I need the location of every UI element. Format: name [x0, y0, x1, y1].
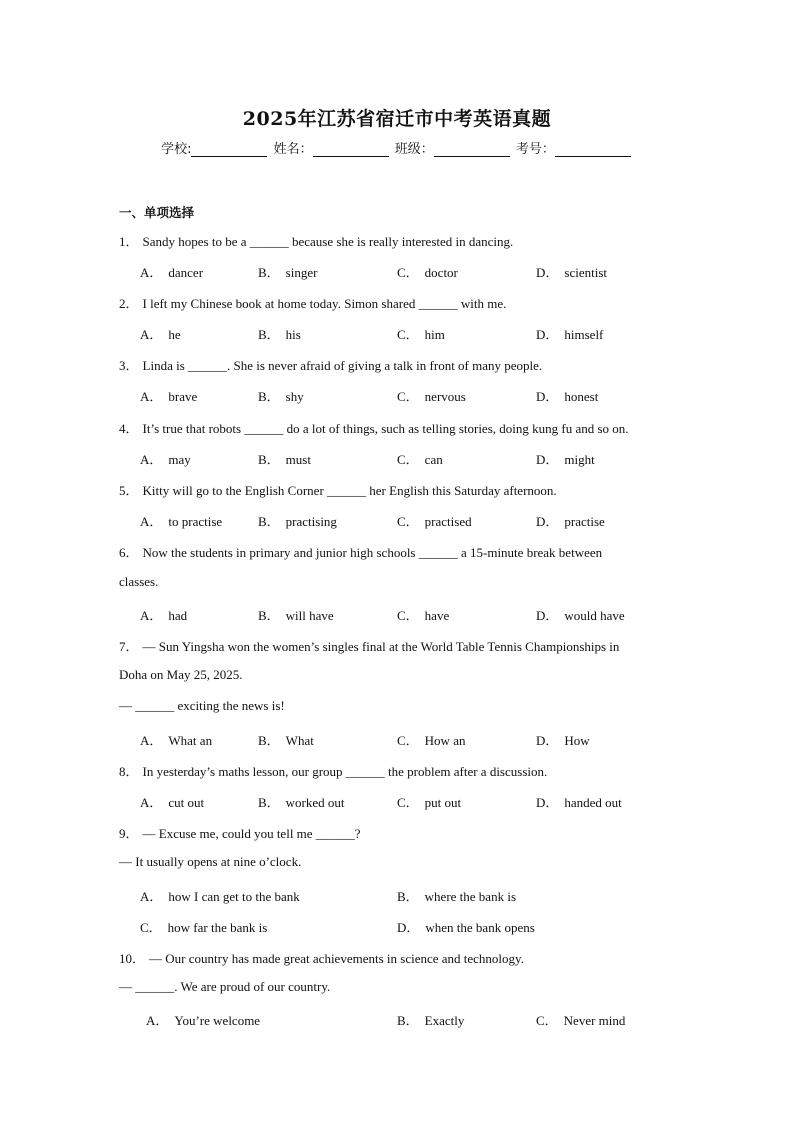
name-blank[interactable] — [313, 142, 389, 157]
answer-option[interactable] — [140, 262, 203, 281]
answer-option[interactable] — [536, 792, 622, 811]
answer-option[interactable] — [397, 886, 516, 905]
answer-option[interactable] — [140, 605, 187, 624]
option-text: put out — [424, 795, 462, 810]
option-letter: D． — [536, 514, 559, 529]
option-text: how I can get to the bank — [168, 889, 300, 904]
option-text: cut out — [168, 795, 205, 810]
answer-option[interactable] — [397, 449, 443, 468]
option-letter: B． — [258, 795, 280, 810]
answer-option[interactable] — [140, 324, 181, 343]
answer-option[interactable] — [140, 730, 212, 749]
question-number: 10． — [119, 951, 146, 966]
question-stem-line — [119, 574, 158, 590]
answer-option[interactable] — [146, 1010, 260, 1029]
answer-option[interactable] — [140, 386, 197, 405]
question-stem-line — [119, 667, 243, 683]
question-text: I left my Chinese book at home today. Simon shared ______ with me. — [142, 296, 507, 311]
option-text: when the bank opens — [425, 920, 535, 935]
question-stem-line — [119, 979, 330, 995]
question-text: — Excuse me, could you tell me ______? — [142, 826, 361, 841]
answer-option[interactable] — [397, 1010, 464, 1029]
option-text: him — [424, 327, 445, 342]
option-text: he — [168, 327, 181, 342]
option-letter: D． — [536, 327, 559, 342]
option-letter: B． — [397, 889, 419, 904]
exam-number-blank[interactable] — [555, 142, 631, 157]
answer-option[interactable] — [258, 386, 304, 405]
question-number: 6． — [119, 545, 139, 560]
option-text: Exactly — [424, 1013, 465, 1028]
option-text: practised — [424, 514, 472, 529]
question-text: Doha on May 25, 2025. — [119, 667, 243, 682]
question-text: Now the students in primary and junior high schools ______ a 15-minute break between — [142, 545, 603, 560]
name-label: 姓名： — [273, 142, 313, 157]
option-letter: A． — [140, 733, 163, 748]
question-stem — [119, 355, 542, 374]
class-label: 班级： — [394, 142, 434, 157]
answer-option[interactable] — [536, 605, 625, 624]
question-text: — Our country has made great achievements in science and technology. — [149, 951, 524, 966]
option-letter: B． — [397, 1013, 419, 1028]
option-letter: D． — [536, 389, 559, 404]
option-letter: A． — [140, 327, 163, 342]
section-title: 一、单项选择 — [119, 205, 195, 220]
option-letter: D． — [536, 795, 559, 810]
answer-option[interactable] — [536, 730, 590, 749]
option-text: How an — [424, 733, 466, 748]
option-letter: D． — [397, 920, 420, 935]
option-text: practise — [564, 514, 605, 529]
answer-option[interactable] — [258, 262, 317, 281]
option-letter: A． — [146, 1013, 169, 1028]
question-text: — ______. We are proud of our country. — [119, 979, 331, 994]
question-text: — ______ exciting the news is! — [119, 698, 285, 713]
option-text: What an — [168, 733, 213, 748]
question-number: 2． — [119, 296, 139, 311]
option-text: where the bank is — [424, 889, 517, 904]
exam-number-label: 考号： — [515, 142, 555, 157]
option-text: handed out — [564, 795, 622, 810]
answer-option[interactable] — [258, 449, 311, 468]
option-letter: B． — [258, 514, 280, 529]
question-text: classes. — [119, 574, 159, 589]
option-letter: C． — [397, 389, 419, 404]
option-text: might — [564, 452, 595, 467]
answer-option[interactable] — [258, 605, 334, 624]
option-letter: D． — [536, 265, 559, 280]
question-number: 8． — [119, 764, 139, 779]
option-text: brave — [168, 389, 198, 404]
option-text: doctor — [424, 265, 458, 280]
question-number: 9． — [119, 826, 139, 841]
option-letter: A． — [140, 889, 163, 904]
question-stem — [119, 823, 361, 842]
question-text: — Sun Yingsha won the women’s singles final at the World Table Tennis Championships in — [142, 639, 620, 654]
page-title: 2025年江苏省宿迁市中考英语真题 — [242, 108, 552, 130]
question-text: Linda is ______. She is never afraid of giving a talk in front of many people. — [142, 358, 543, 373]
answer-option[interactable] — [397, 262, 458, 281]
answer-option[interactable] — [140, 886, 300, 905]
question-number: 3． — [119, 358, 139, 373]
option-letter: D． — [536, 608, 559, 623]
question-number: 1． — [119, 234, 139, 249]
option-text: have — [424, 608, 450, 623]
option-text: dancer — [168, 265, 204, 280]
answer-option[interactable] — [140, 792, 204, 811]
question-stem — [119, 231, 513, 250]
option-text: How — [564, 733, 590, 748]
question-stem — [119, 636, 619, 655]
question-stem-line — [119, 854, 301, 870]
answer-option[interactable] — [397, 730, 465, 749]
option-letter: B． — [258, 733, 280, 748]
question-stem — [119, 761, 547, 780]
option-letter: A． — [140, 514, 163, 529]
question-stem-line — [119, 698, 285, 714]
answer-option[interactable] — [536, 262, 607, 281]
option-text: had — [168, 608, 188, 623]
answer-option[interactable] — [258, 730, 314, 749]
option-letter: A． — [140, 452, 163, 467]
option-letter: A． — [140, 389, 163, 404]
question-stem — [119, 948, 524, 967]
option-text: Never mind — [563, 1013, 626, 1028]
question-text: Kitty will go to the English Corner ______ her English this Saturday afternoon. — [142, 483, 557, 498]
option-letter: A． — [140, 795, 163, 810]
option-letter: C． — [536, 1013, 558, 1028]
class-blank[interactable] — [434, 142, 510, 157]
answer-option[interactable] — [397, 324, 445, 343]
answer-option[interactable] — [397, 386, 466, 405]
answer-option[interactable] — [258, 792, 345, 811]
answer-option[interactable] — [140, 917, 267, 936]
option-text: worked out — [285, 795, 345, 810]
option-text: singer — [285, 265, 318, 280]
answer-option[interactable] — [258, 324, 301, 343]
option-letter: B． — [258, 608, 280, 623]
student-info-row — [0, 138, 794, 157]
option-text: practising — [285, 514, 337, 529]
answer-option[interactable] — [140, 511, 222, 530]
question-stem — [119, 480, 557, 499]
question-number: 4． — [119, 421, 139, 436]
answer-option[interactable] — [397, 511, 472, 530]
option-letter: D． — [536, 733, 559, 748]
option-text: may — [168, 452, 191, 467]
option-text: will have — [285, 608, 334, 623]
option-letter: A． — [140, 608, 163, 623]
option-text: would have — [564, 608, 625, 623]
option-text: to practise — [168, 514, 223, 529]
question-text: Sandy hopes to be a ______ because she is really interested in dancing. — [142, 234, 514, 249]
question-text: In yesterday’s maths lesson, our group ______ the problem after a discussion. — [142, 764, 548, 779]
option-text: nervous — [424, 389, 466, 404]
question-number: 5． — [119, 483, 139, 498]
answer-option[interactable] — [536, 449, 595, 468]
option-letter: B． — [258, 452, 280, 467]
option-text: honest — [564, 389, 599, 404]
question-stem — [119, 293, 506, 312]
option-text: scientist — [564, 265, 607, 280]
option-letter: C． — [397, 265, 419, 280]
option-letter: C． — [397, 514, 419, 529]
question-stem — [119, 542, 602, 561]
option-text: can — [424, 452, 443, 467]
option-text: must — [285, 452, 311, 467]
option-letter: B． — [258, 389, 280, 404]
option-text: You’re welcome — [174, 1013, 261, 1028]
option-text: What — [285, 733, 314, 748]
question-number: 7． — [119, 639, 139, 654]
answer-option[interactable] — [140, 449, 191, 468]
option-letter: C． — [397, 608, 419, 623]
question-stem — [119, 418, 629, 437]
option-letter: C． — [397, 733, 419, 748]
option-letter: A． — [140, 265, 163, 280]
option-text: how far the bank is — [167, 920, 268, 935]
option-text: himself — [564, 327, 604, 342]
answer-option[interactable] — [536, 511, 605, 530]
answer-option[interactable] — [536, 324, 603, 343]
option-letter: B． — [258, 327, 280, 342]
answer-option[interactable] — [397, 917, 535, 936]
question-text: It’s true that robots ______ do a lot of things, such as telling stories, doing kung fu and so on. — [142, 421, 629, 436]
option-letter: B． — [258, 265, 280, 280]
question-text: — It usually opens at nine o’clock. — [119, 854, 302, 869]
answer-option[interactable] — [397, 792, 461, 811]
school-blank[interactable] — [191, 142, 267, 157]
option-letter: C． — [140, 920, 162, 935]
answer-option[interactable] — [397, 605, 449, 624]
answer-option[interactable] — [258, 511, 337, 530]
school-label: 学校: — [161, 142, 192, 157]
option-letter: C． — [397, 452, 419, 467]
option-letter: D． — [536, 452, 559, 467]
option-letter: C． — [397, 327, 419, 342]
answer-option[interactable] — [536, 1010, 625, 1029]
option-text: his — [285, 327, 301, 342]
answer-option[interactable] — [536, 386, 598, 405]
option-letter: C． — [397, 795, 419, 810]
option-text: shy — [285, 389, 304, 404]
